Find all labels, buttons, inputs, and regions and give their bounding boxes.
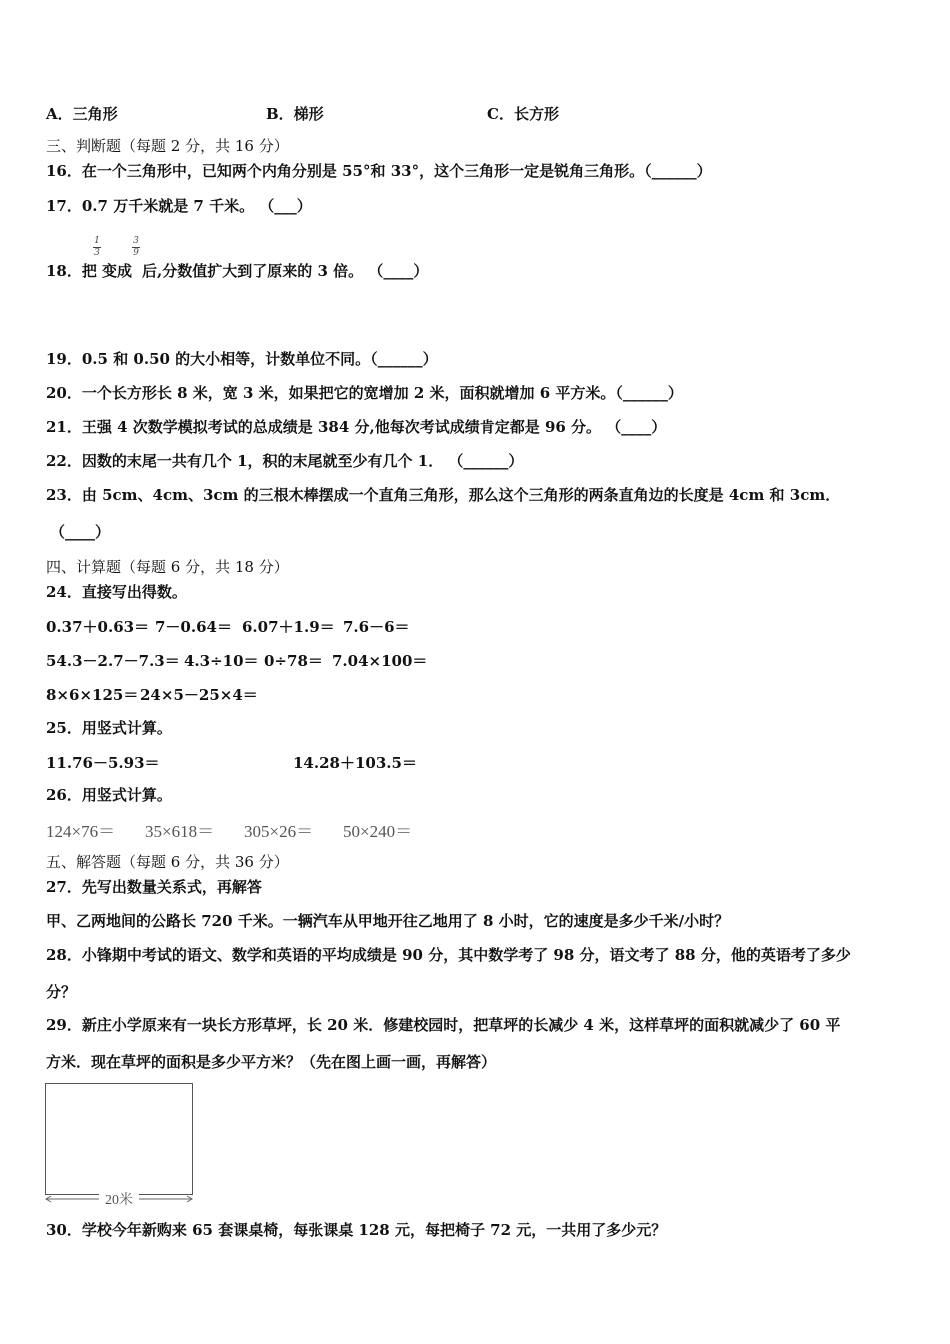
question-29-line1: 29．新庄小学原来有一块长方形草坪，长 20 米．修建校园时，把草坪的长减少 4 米，这样草坪的面积就减少了 60 平 xyxy=(46,1016,841,1034)
vertical-calc-item: 50×240＝ xyxy=(343,822,413,841)
question-18-suffix: 后,分数值扩大到了原来的 3 倍。 （____） xyxy=(142,262,429,280)
calc-item: 0÷78＝ xyxy=(264,652,323,670)
calc-item: 54.3－2.7－7.3＝ xyxy=(46,652,180,670)
question-17: 17．0.7 万千米就是 7 千米。 （___） xyxy=(46,197,312,215)
calc-item: 7.6－6＝ xyxy=(343,618,410,636)
question-27: 27．先写出数量关系式，再解答 xyxy=(46,878,262,896)
question-24: 24．直接写出得数。 xyxy=(46,583,187,601)
question-29-line2: 方米．现在草坪的面积是多少平方米？（先在图上画一画，再解答） xyxy=(46,1053,497,1071)
question-16: 16．在一个三角形中，已知两个内角分别是 55°和 33°，这个三角形一定是锐角三角形。（______） xyxy=(46,162,712,180)
vertical-calc-item: 14.28＋103.5＝ xyxy=(293,754,417,772)
question-22: 22．因数的末尾一共有几个 1，积的末尾就至少有几个 1． （______） xyxy=(46,452,524,470)
option-a: A．三角形 xyxy=(46,105,118,123)
option-c: C．长方形 xyxy=(487,105,559,123)
question-23: 23．由 5cm、4cm、3cm 的三根木棒摆成一个直角三角形，那么这个三角形的两条直角边的长度是 4cm 和 3cm． xyxy=(46,486,841,504)
question-23-blank: （____） xyxy=(50,523,111,541)
calc-item: 7.04×100＝ xyxy=(332,652,428,670)
option-b: B．梯形 xyxy=(266,105,324,123)
question-25: 25．用竖式计算。 xyxy=(46,719,172,737)
question-18-middle: 变成 xyxy=(102,262,133,280)
section-5-title: 五、解答题（每题 6 分，共 36 分） xyxy=(46,853,289,871)
calc-item: 4.3÷10＝ xyxy=(184,652,259,670)
fraction-three-ninths: 3 9 xyxy=(133,236,139,258)
section-3-title: 三、判断题（每题 2 分，共 16 分） xyxy=(46,137,289,155)
question-19: 19．0.5 和 0.50 的大小相等，计数单位不同。（______） xyxy=(46,350,438,368)
question-26: 26．用竖式计算。 xyxy=(46,786,172,804)
question-28-line2: 分？ xyxy=(46,983,77,1001)
question-30: 30．学校今年新购来 65 套课桌椅，每张课桌 128 元，每把椅子 72 元，一共用了多少元？ xyxy=(46,1221,667,1239)
dimension-label: 20米 xyxy=(105,1193,133,1206)
question-20: 20．一个长方形长 8 米，宽 3 米，如果把它的宽增加 2 米，面积就增加 6 平方米。（______） xyxy=(46,384,683,402)
question-21: 21．王强 4 次数学模拟考试的总成绩是 384 分,他每次考试成绩肯定都是 96 分。 （____） xyxy=(46,418,667,436)
calc-item: 6.07＋1.9＝ xyxy=(242,618,335,636)
vertical-calc-item: 35×618＝ xyxy=(145,822,215,841)
lawn-rectangle-figure xyxy=(45,1083,193,1195)
calc-item: 7－0.64＝ xyxy=(155,618,232,636)
vertical-calc-item: 124×76＝ xyxy=(46,822,116,841)
dimension-line xyxy=(45,1192,193,1206)
question-28-line1: 28．小锋期中考试的语文、数学和英语的平均成绩是 90 分，其中数学考了 98 分，语文考了 88 分，他的英语考了多少 xyxy=(46,946,851,964)
vertical-calc-item: 305×26＝ xyxy=(244,822,314,841)
question-18-prefix: 18．把 xyxy=(46,262,97,280)
calc-item: 24×5－25×4＝ xyxy=(140,686,258,704)
fraction-one-third: 1 3 xyxy=(94,236,100,258)
calc-item: 8×6×125＝ xyxy=(46,686,139,704)
vertical-calc-item: 11.76－5.93＝ xyxy=(46,754,160,772)
question-27-text: 甲、乙两地间的公路长 720 千米。一辆汽车从甲地开往乙地用了 8 小时，它的速度是多少千米/小时？ xyxy=(46,912,730,930)
section-4-title: 四、计算题（每题 6 分，共 18 分） xyxy=(46,558,289,576)
calc-item: 0.37＋0.63＝ xyxy=(46,618,150,636)
